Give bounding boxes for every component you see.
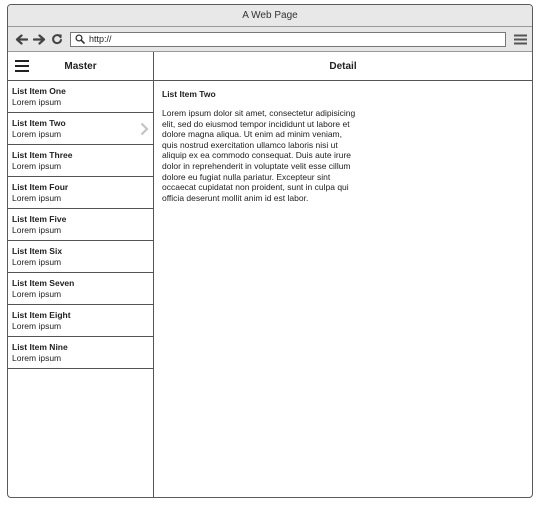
detail-header-title: Detail [329, 60, 357, 72]
list-item-subtitle: Lorem ipsum [12, 353, 62, 363]
page-content [8, 52, 532, 497]
list-item-subtitle: Lorem ipsum [12, 97, 62, 107]
address-bar[interactable] [70, 32, 506, 47]
reload-button[interactable] [48, 29, 66, 49]
master-header [8, 52, 153, 81]
url-input[interactable] [89, 33, 501, 45]
list-item[interactable] [8, 273, 153, 305]
detail-text: Lorem ipsum dolor sit amet, consectetur adipisicing elit, sed do eiusmod tempor incididunt ut labore et dolore magna aliqua. Ut enim ad minim veniam, quis nostrud exercitation ullamco laboris nisi ut aliquip ex ea commodo consequat. Duis aute irure dolor in reprehenderit in voluptate velit esse cillum dolore eu fugiat nulla pariatur. Excepteur sint occaecat cupidatat non proident, sunt in culpa qui officia deserunt mollit anim id est labor. [162, 108, 356, 203]
window-titlebar [8, 5, 532, 27]
list-item-title: List Item One [12, 86, 66, 96]
list-item-title: List Item Three [12, 150, 73, 160]
detail-header [154, 52, 532, 81]
master-list [8, 81, 153, 369]
list-item[interactable] [8, 209, 153, 241]
reload-icon [51, 33, 63, 45]
forward-button[interactable] [30, 29, 48, 49]
arrow-left-icon [15, 34, 28, 45]
list-item-title: List Item Four [12, 182, 69, 192]
list-item-title: List Item Nine [12, 342, 68, 352]
list-item-subtitle: Lorem ipsum [12, 225, 62, 235]
search-icon [75, 34, 85, 44]
list-item[interactable] [8, 241, 153, 273]
detail-body [154, 81, 532, 211]
list-item-title: List Item Seven [12, 278, 75, 288]
back-button[interactable] [12, 29, 30, 49]
list-item[interactable] [8, 81, 153, 113]
list-item-title: List Item Six [12, 246, 63, 256]
list-item-title: List Item Five [12, 214, 67, 224]
detail-pane [154, 52, 532, 497]
chevron-right-icon [140, 122, 149, 136]
hamburger-menu-icon[interactable] [15, 60, 29, 72]
list-item-subtitle: Lorem ipsum [12, 129, 62, 139]
list-item[interactable] [8, 145, 153, 177]
hamburger-menu-icon [514, 34, 527, 45]
browser-window [7, 4, 533, 498]
list-item-subtitle: Lorem ipsum [12, 257, 62, 267]
list-item[interactable] [8, 337, 153, 369]
list-item-subtitle: Lorem ipsum [12, 193, 62, 203]
list-item[interactable] [8, 305, 153, 337]
master-title: Master [64, 60, 97, 72]
list-item-subtitle: Lorem ipsum [12, 321, 62, 331]
master-pane [8, 52, 154, 497]
arrow-right-icon [33, 34, 46, 45]
list-item-subtitle: Lorem ipsum [12, 161, 62, 171]
list-item[interactable] [8, 113, 153, 145]
window-title: A Web Page [242, 10, 298, 21]
browser-toolbar [8, 27, 532, 52]
list-item-subtitle: Lorem ipsum [12, 289, 62, 299]
detail-title: List Item Two [162, 89, 216, 99]
list-item-title: List Item Two [12, 118, 66, 128]
browser-menu-button[interactable] [512, 29, 528, 49]
list-item[interactable] [8, 177, 153, 209]
list-item-title: List Item Eight [12, 310, 71, 320]
